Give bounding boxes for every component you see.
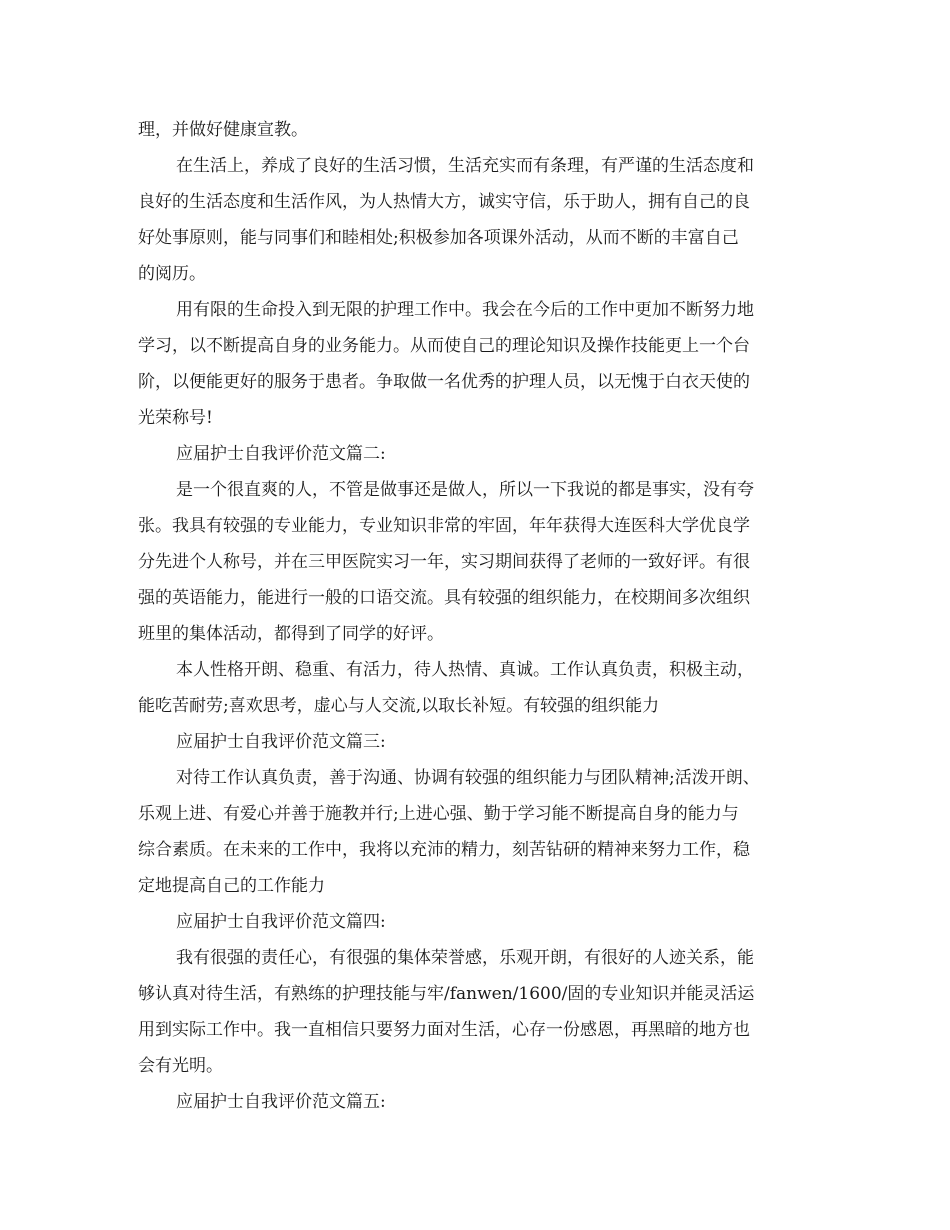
text-line: 在生活上，养成了良好的生活习惯，生活充实而有条理，有严谨的生活态度和: [176, 156, 754, 176]
text-line: 用到实际工作中。我一直相信只要努力面对生活，心存一份感恩，再黑暗的地方也: [138, 1020, 750, 1040]
text-line: 班里的集体活动，都得到了同学的好评。: [138, 624, 444, 644]
text-line: 应届护士自我评价范文篇二:: [176, 444, 386, 464]
text-line: 的阅历。: [138, 264, 206, 284]
text-line: 能吃苦耐劳;喜欢思考，虚心与人交流,以取长补短。有较强的组织能力: [138, 696, 660, 716]
text-line: 对待工作认真负责，善于沟通、协调有较强的组织能力与团队精神;活泼开朗、: [176, 768, 760, 788]
text-line: 理，并做好健康宣教。: [138, 120, 308, 140]
text-line: 用有限的生命投入到无限的护理工作中。我会在今后的工作中更加不断努力地: [176, 300, 754, 320]
text-line: 张。我具有较强的专业能力，专业知识非常的牢固，年年获得大连医科大学优良学: [138, 516, 750, 536]
text-line: 阶，以便能更好的服务于患者。争取做一名优秀的护理人员，以无愧于白衣天使的: [138, 372, 750, 392]
text-line: 够认真对待生活，有熟练的护理技能与牢/fanwen/1600/固的专业知识并能灵活运: [138, 984, 755, 1004]
text-line: 学习，以不断提高自身的业务能力。从而使自己的理论知识及操作技能更上一个台: [138, 336, 750, 356]
text-line: 是一个很直爽的人，不管是做事还是做人，所以一下我说的都是事实，没有夸: [176, 480, 754, 500]
text-line: 光荣称号!: [138, 408, 213, 428]
text-line: 会有光明。: [138, 1056, 223, 1076]
text-line: 强的英语能力，能进行一般的口语交流。具有较强的组织能力，在校期间多次组织: [138, 588, 750, 608]
text-line: 定地提高自己的工作能力: [138, 876, 325, 896]
document-body: [138, 112, 818, 1120]
text-line: 综合素质。在未来的工作中，我将以充沛的精力，刻苦钻研的精神来努力工作，稳: [138, 840, 750, 860]
text-line: 应届护士自我评价范文篇五:: [176, 1092, 386, 1112]
text-line: 乐观上进、有爱心并善于施教并行;上进心强、勤于学习能不断提高自身的能力与: [138, 804, 739, 824]
text-line: 应届护士自我评价范文篇三:: [176, 732, 386, 752]
text-line: 本人性格开朗、稳重、有活力，待人热情、真诚。工作认真负责，积极主动，: [176, 660, 754, 680]
text-line: 好处事原则，能与同事们和睦相处;积极参加各项课外活动，从而不断的丰富自己: [138, 228, 739, 248]
text-line: 我有很强的责任心，有很强的集体荣誉感，乐观开朗，有很好的人迹关系，能: [176, 948, 754, 968]
text-line: 分先进个人称号，并在三甲医院实习一年，实习期间获得了老师的一致好评。有很: [138, 552, 750, 572]
text-line: 应届护士自我评价范文篇四:: [176, 912, 386, 932]
text-line: 良好的生活态度和生活作风，为人热情大方，诚实守信，乐于助人，拥有自己的良: [138, 192, 750, 212]
